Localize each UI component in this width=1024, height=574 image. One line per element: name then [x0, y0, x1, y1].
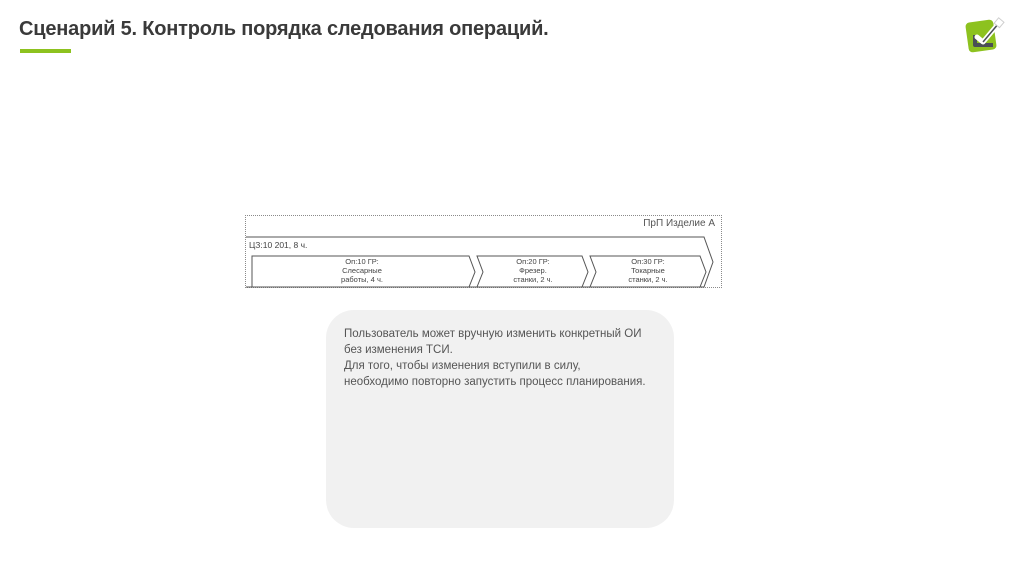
note-line: Пользователь может вручную изменить конкретный ОИ	[344, 328, 642, 340]
title-accent-bar	[20, 49, 71, 53]
process-diagram	[245, 215, 722, 288]
checkmark-logo-icon	[963, 13, 1009, 57]
operation-line: Фрезер.	[519, 266, 547, 275]
operation-line: Оп:20 ГР:	[516, 257, 550, 266]
operation-line: станки, 2 ч.	[513, 275, 553, 284]
operation-10	[252, 257, 472, 287]
operation-line: Слесарные	[342, 266, 382, 275]
note-line: без изменения ТСИ.	[344, 344, 453, 356]
work-center-label: ЦЗ:10 201, 8 ч.	[249, 240, 308, 250]
operation-30	[595, 257, 701, 287]
operation-20	[482, 257, 584, 287]
operation-line: работы, 4 ч.	[341, 275, 383, 284]
note-line: необходимо повторно запустить процесс планирования.	[344, 376, 646, 388]
operation-line: Токарные	[631, 266, 665, 275]
note-callout	[326, 310, 674, 528]
diagram-container-label: ПрП Изделие А	[643, 218, 715, 229]
operation-line: Оп:10 ГР:	[345, 257, 379, 266]
page-title: Сценарий 5. Контроль порядка следования операций.	[19, 18, 549, 40]
operation-line: Оп:30 ГР:	[631, 257, 665, 266]
note-line: Для того, чтобы изменения вступили в силу,	[344, 360, 581, 372]
operation-line: станки, 2 ч.	[628, 275, 668, 284]
